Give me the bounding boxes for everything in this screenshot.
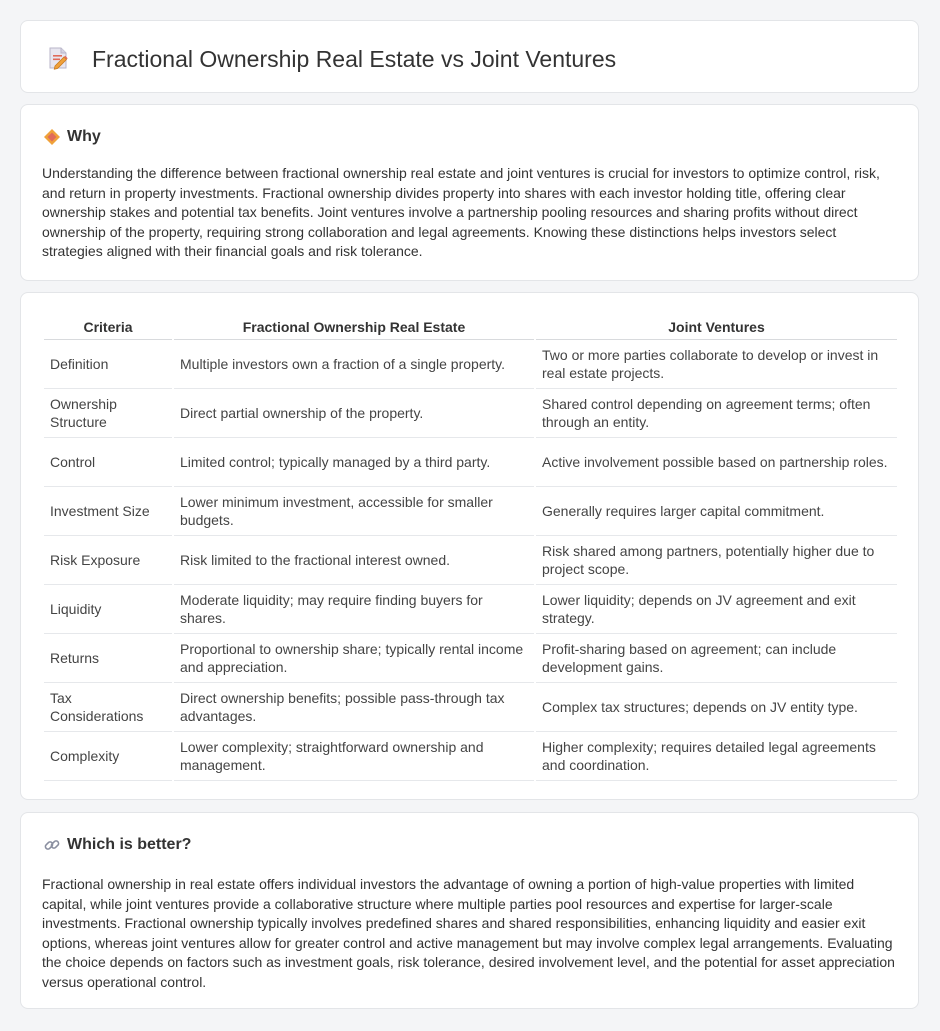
criteria-cell: Risk Exposure (44, 536, 172, 585)
jv-cell: Lower liquidity; depends on JV agreement and exit strategy. (536, 585, 897, 634)
fractional-cell: Moderate liquidity; may require finding buyers for shares. (174, 585, 534, 634)
jv-cell: Complex tax structures; depends on JV entity type. (536, 683, 897, 732)
title-card (20, 20, 919, 93)
link-icon (43, 836, 61, 854)
table-row (44, 585, 897, 634)
table-row (44, 340, 897, 389)
criteria-cell: Investment Size (44, 487, 172, 536)
diamond-icon (43, 128, 61, 146)
why-heading (43, 127, 101, 147)
table-row (44, 487, 897, 536)
header-fractional: Fractional Ownership Real Estate (174, 314, 534, 340)
criteria-cell: Ownership Structure (44, 389, 172, 438)
criteria-cell: Complexity (44, 732, 172, 781)
table-header-row (44, 314, 897, 340)
table-row (44, 438, 897, 487)
jv-cell: Risk shared among partners, potentially higher due to project scope. (536, 536, 897, 585)
page-title: Fractional Ownership Real Estate vs Joint Ventures (92, 46, 617, 72)
why-text: Understanding the difference between fractional ownership real estate and joint ventures is crucial for investors to optimize control, risk, and return in property investments. Fractional ownership divides property into shares with each investor holding title, offering clear ownership stakes and potential tax benefits. Joint ventures involve a partnership pooling resources and sharing profits without direct ownership of the property, requiring strong collaboration and legal agreements. Knowing these distinctions helps investors select strategies aligned with their financial goals and risk tolerance. (42, 165, 880, 260)
criteria-cell: Liquidity (44, 585, 172, 634)
table-row (44, 634, 897, 683)
which-better-heading (43, 835, 191, 855)
jv-cell: Two or more parties collaborate to develop or invest in real estate projects. (536, 340, 897, 389)
header-joint-ventures: Joint Ventures (536, 314, 897, 340)
fractional-cell: Direct partial ownership of the property. (174, 389, 534, 438)
which-better-heading-label: Which is better? (67, 836, 192, 853)
document-edit-icon (45, 45, 71, 71)
fractional-cell: Lower minimum investment, accessible for smaller budgets. (174, 487, 534, 536)
criteria-cell: Definition (44, 340, 172, 389)
table-row (44, 732, 897, 781)
criteria-cell: Returns (44, 634, 172, 683)
comparison-card (20, 292, 919, 800)
which-better-text: Fractional ownership in real estate offers individual investors the advantage of owning a portion of high-value properties with limited capital, while joint ventures provide a collaborative structure where multiple parties pool resources and expertise for larger-scale investments. Fractional ownership typically involves predefined shares and shared responsibilities, enhancing liquidity and easier exit options, whereas joint ventures allow for greater control and active management but may involve complex legal arrangements. Evaluating the choice depends on factors such as investment goals, risk tolerance, desired involvement level, and the potential for asset appreciation versus operational control. (42, 876, 895, 990)
jv-cell: Shared control depending on agreement terms; often through an entity. (536, 389, 897, 438)
criteria-cell: Control (44, 438, 172, 487)
why-heading-label: Why (67, 128, 101, 145)
fractional-cell: Multiple investors own a fraction of a single property. (174, 340, 534, 389)
fractional-cell: Direct ownership benefits; possible pass-through tax advantages. (174, 683, 534, 732)
jv-cell: Generally requires larger capital commitment. (536, 487, 897, 536)
table-row (44, 389, 897, 438)
comparison-table (42, 314, 899, 781)
table-row (44, 536, 897, 585)
which-better-section (20, 812, 919, 1009)
jv-cell: Higher complexity; requires detailed legal agreements and coordination. (536, 732, 897, 781)
header-criteria: Criteria (44, 314, 172, 340)
fractional-cell: Proportional to ownership share; typically rental income and appreciation. (174, 634, 534, 683)
fractional-cell: Lower complexity; straightforward ownership and management. (174, 732, 534, 781)
criteria-cell: Tax Considerations (44, 683, 172, 732)
jv-cell: Profit-sharing based on agreement; can include development gains. (536, 634, 897, 683)
table-row (44, 683, 897, 732)
fractional-cell: Risk limited to the fractional interest owned. (174, 536, 534, 585)
why-section (20, 104, 919, 281)
jv-cell: Active involvement possible based on partnership roles. (536, 438, 897, 487)
fractional-cell: Limited control; typically managed by a third party. (174, 438, 534, 487)
